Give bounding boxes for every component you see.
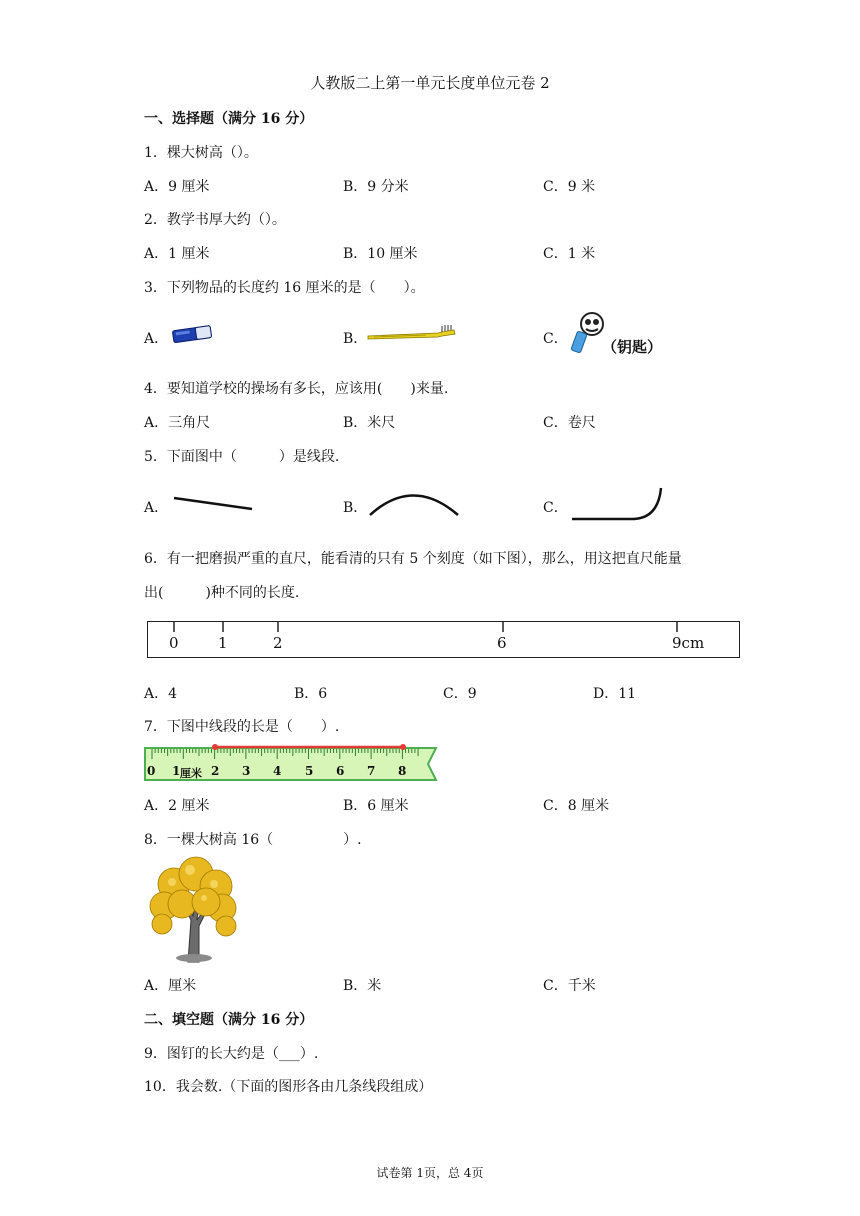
q4-option-b[interactable]: B．米尺 <box>343 415 396 431</box>
question-5: 5．下面图中（ ）是线段. <box>144 449 340 465</box>
green-ruler-unit: 厘米 <box>180 767 202 780</box>
green-ruler-label-4: 4 <box>273 764 282 778</box>
question-9: 9．图钉的长大约是（___）. <box>144 1046 319 1062</box>
toothbrush-image <box>366 324 458 344</box>
green-ruler-label-7: 7 <box>367 764 376 778</box>
straight-segment-shape <box>172 496 254 512</box>
q3-option-a[interactable]: A． <box>144 331 169 347</box>
tree-image <box>144 854 242 964</box>
arc-curve-shape <box>368 486 462 518</box>
q3-option-b[interactable]: B． <box>343 331 368 347</box>
green-ruler-label-6: 6 <box>336 764 345 778</box>
q2-option-b[interactable]: B．10 厘米 <box>343 246 418 262</box>
bent-line-shape <box>570 486 666 522</box>
green-ruler-label-8: 8 <box>398 764 407 778</box>
section-heading-choice: 一、选择题（满分 16 分） <box>144 111 314 127</box>
q6-option-b[interactable]: B．6 <box>294 686 328 702</box>
q7-option-a[interactable]: A．2 厘米 <box>144 798 210 814</box>
q4-option-a[interactable]: A．三角尺 <box>144 415 211 431</box>
worn-ruler-ticks <box>147 621 741 659</box>
q8-option-b[interactable]: B．米 <box>343 978 382 994</box>
q5-option-c[interactable]: C． <box>543 500 568 516</box>
question-2: 2．教学书厚大约（）。 <box>144 212 286 228</box>
ruler-label-9cm: 9cm <box>672 634 705 652</box>
eraser-image <box>170 322 216 346</box>
segment-endpoint-right <box>400 744 406 750</box>
key-caption: （钥匙） <box>602 338 663 356</box>
green-ruler-label-3: 3 <box>242 764 251 778</box>
q1-option-c[interactable]: C．9 米 <box>543 179 596 195</box>
q8-option-c[interactable]: C．千米 <box>543 978 596 994</box>
q3-option-c[interactable]: C． <box>543 331 568 347</box>
q6-option-d[interactable]: D．11 <box>593 686 637 702</box>
q7-option-c[interactable]: C．8 厘米 <box>543 798 610 814</box>
q2-option-c[interactable]: C．1 米 <box>543 246 596 262</box>
ruler-label-6: 6 <box>497 634 507 652</box>
green-ruler-label-5: 5 <box>305 764 314 778</box>
page-title: 人教版二上第一单元长度单位元卷 2 <box>310 74 550 92</box>
question-7: 7．下图中线段的长是（ ）. <box>144 719 340 735</box>
q4-option-c[interactable]: C．卷尺 <box>543 415 596 431</box>
question-3: 3．下列物品的长度约 16 厘米的是（ ）。 <box>144 280 425 296</box>
q8-option-a[interactable]: A．厘米 <box>144 978 197 994</box>
green-ruler-label-2: 2 <box>211 764 220 778</box>
question-4: 4．要知道学校的操场有多长，应该用( )来量. <box>144 381 449 397</box>
q6-option-a[interactable]: A．4 <box>144 686 178 702</box>
section-heading-fill: 二、填空题（满分 16 分） <box>144 1012 314 1028</box>
question-10: 10．我会数.（下面的图形各由几条线段组成） <box>144 1079 433 1095</box>
q5-option-b[interactable]: B． <box>343 500 368 516</box>
ruler-label-1: 1 <box>218 634 228 652</box>
ruler-label-0: 0 <box>169 634 179 652</box>
q6-option-c[interactable]: C．9 <box>443 686 477 702</box>
ruler-label-2: 2 <box>273 634 283 652</box>
q2-option-a[interactable]: A．1 厘米 <box>144 246 210 262</box>
question-8: 8．一棵大树高 16（ ）. <box>144 832 362 848</box>
green-ruler-label-1: 1 <box>172 764 181 778</box>
q5-option-a[interactable]: A． <box>144 500 169 516</box>
q7-option-b[interactable]: B．6 厘米 <box>343 798 409 814</box>
q1-option-b[interactable]: B．9 分米 <box>343 179 409 195</box>
question-6-line-2: 出( )种不同的长度. <box>144 585 300 601</box>
page-footer: 试卷第 1页，总 4页 <box>376 1166 484 1180</box>
question-1: 1．棵大树高（）。 <box>144 145 258 161</box>
question-6-line-1: 6．有一把磨损严重的直尺，能看清的只有 5 个刻度（如下图），那么，用这把直尺能量 <box>144 551 682 567</box>
green-ruler-label-0: 0 <box>147 764 156 778</box>
segment-endpoint-left <box>212 744 218 750</box>
q1-option-a[interactable]: A．9 厘米 <box>144 179 210 195</box>
